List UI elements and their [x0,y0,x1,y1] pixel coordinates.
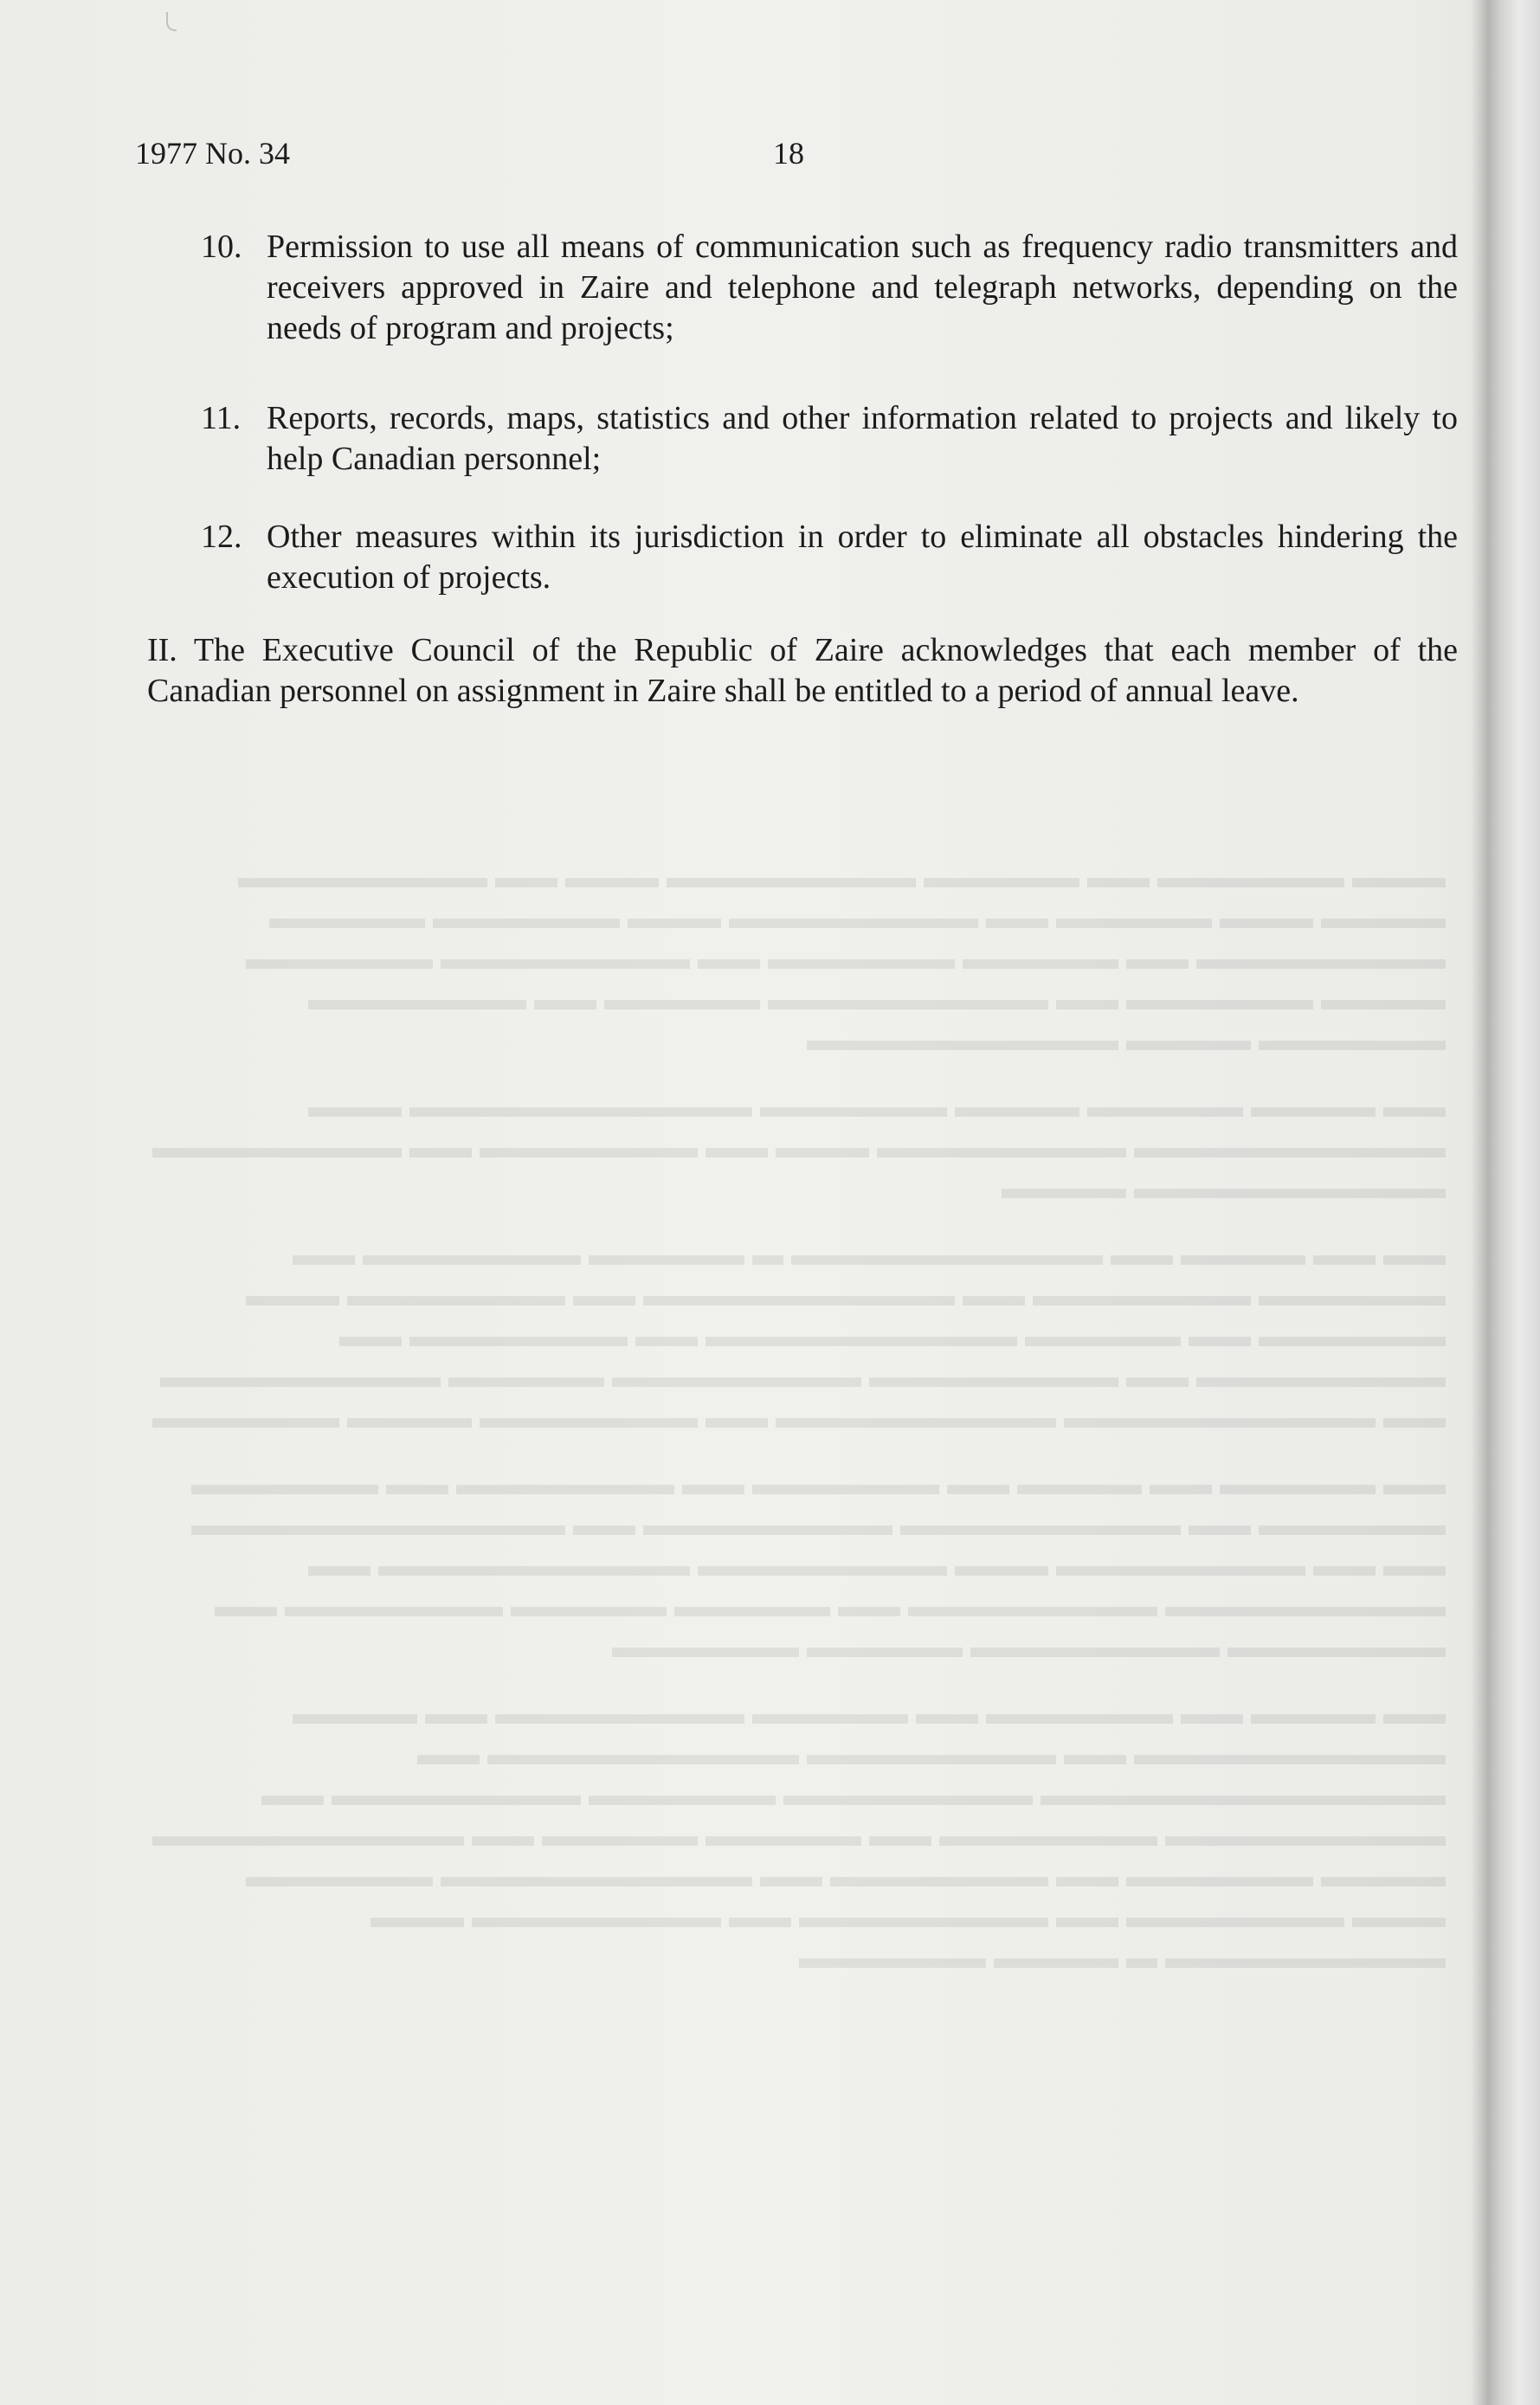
list-item [201,517,1458,598]
binding-shadow [1471,0,1540,2405]
header-citation: 1977 No. 34 [135,136,290,171]
list-item [201,227,1458,349]
item-number: 10. [201,229,242,265]
corner-mark [166,12,177,31]
page-number: 18 [773,136,804,171]
item-number: 11. [201,400,242,436]
item-text: Permission to use all means of communication such as frequency radio transmitters and receivers approved in Zaire and telephone and telegraph networks, depending on the needs of program and projects; [267,229,1458,346]
show-through-texture: ▬▬▬ ▬▬▬▬▬▬ ▬▬ ▬▬▬▬▬ ▬▬▬▬▬▬▬▬ ▬▬▬ ▬▬ ▬▬▬▬▬▬▬▬ ▬▬▬▬ ▬▬▬ ▬▬▬▬▬ ▬▬ ▬▬▬▬▬▬▬▬ ▬▬▬ ▬▬▬▬▬▬ ▬▬▬▬▬ ▬▬▬▬▬▬▬▬ ▬▬ ▬▬▬▬▬ ▬▬▬▬▬▬ ▬▬ ▬▬▬▬▬▬▬▬ ▬▬▬▬▬▬ ▬▬▬▬ ▬▬▬▬▬▬ ▬▬ ▬▬▬▬▬▬▬▬▬ ▬▬▬▬▬ ▬▬ ▬▬▬▬▬▬▬ ▬▬▬▬▬▬ ▬▬▬▬ ▬▬▬▬▬▬▬▬▬▬ ▬▬ ▬▬▬▬ ▬▬▬▬▬ ▬▬▬▬ ▬▬▬▬▬▬ ▬▬▬▬▬▬▬▬▬▬▬ ▬▬▬ ▬▬▬▬▬▬▬▬▬▬ ▬▬▬▬▬▬▬▬ ▬▬▬ ▬▬ ▬▬▬▬▬▬▬ ▬▬ ▬▬▬▬▬▬▬▬ ▬▬▬▬▬▬▬▬▬▬ ▬▬▬▬ ▬▬ ▬▬ ▬▬▬▬ ▬▬ ▬▬▬▬▬▬▬▬▬▬ ▬ ▬▬▬▬▬ ▬▬▬▬▬▬▬ ▬▬ ▬▬▬▬▬▬ ▬▬▬▬▬▬▬ ▬▬ ▬▬▬▬▬▬▬▬▬▬ ▬▬ ▬▬▬▬▬▬▬ ▬▬▬ ▬▬▬▬▬▬ ▬▬ ▬▬▬▬▬ ▬▬▬▬▬▬▬▬▬▬ ▬▬ ▬▬▬▬▬▬▬ ▬▬ ▬▬▬▬▬▬▬▬ ▬▬ ▬▬▬▬▬▬▬▬ ▬▬▬▬▬▬▬▬ ▬▬▬▬▬ ▬▬▬▬▬▬▬▬▬ ▬▬ ▬▬▬▬▬▬▬▬▬▬ ▬▬▬▬▬▬▬▬▬ ▬▬ ▬▬▬▬▬▬▬ ▬▬▬▬ ▬▬▬▬▬▬ ▬▬ ▬▬▬▬▬ ▬▬ ▬▬▬▬ ▬▬ ▬▬▬▬▬▬ ▬▬ ▬▬▬▬▬▬▬ ▬▬ ▬▬▬▬▬▬ ▬▬▬▬▬▬ ▬▬ ▬▬▬▬▬▬▬▬▬ ▬▬▬▬▬▬▬▬ ▬▬ ▬▬▬▬▬▬▬▬▬▬▬▬ ▬▬ ▬▬ ▬▬▬▬▬▬▬▬ ▬▬▬ ▬▬▬▬▬▬▬▬ ▬▬▬▬▬▬▬▬▬▬ ▬▬ ▬▬▬▬▬▬▬▬▬ ▬▬▬▬▬▬▬▬ ▬▬ ▬▬▬▬▬ ▬▬▬▬▬ ▬▬▬▬▬▬▬ ▬▬ ▬▬▬▬▬▬▬ ▬▬▬▬▬▬▬▬ ▬▬▬▬▬ ▬▬▬▬▬▬ ▬▬ ▬▬▬▬ ▬▬ ▬▬▬▬▬▬ ▬▬ ▬▬▬▬▬ ▬▬▬▬▬▬▬▬ ▬▬ ▬▬▬▬ ▬▬▬▬▬▬▬▬▬▬ ▬▬ ▬▬▬▬▬▬▬▬ ▬▬▬▬▬▬▬▬▬▬ ▬▬ ▬▬▬▬▬▬▬▬▬▬▬▬▬ ▬▬▬▬▬▬▬▬ ▬▬▬▬▬▬ ▬▬▬▬▬▬▬▬ ▬▬ ▬▬▬▬▬▬▬▬▬ ▬▬▬▬▬▬▬ ▬▬ ▬▬▬▬▬ ▬▬▬▬▬ ▬▬ ▬▬▬▬▬▬▬▬▬▬ ▬▬▬▬ ▬▬▬▬▬▬ ▬▬ ▬▬▬▬▬▬▬ ▬▬ ▬▬▬▬▬▬▬▬▬▬ ▬▬▬▬▬▬ ▬▬▬ ▬▬▬▬▬▬▬ ▬▬ ▬▬▬▬▬▬▬▬ ▬▬ ▬▬▬▬▬▬▬▬ ▬▬▬ ▬▬▬▬▬▬▬▬▬ ▬ ▬▬▬▬ ▬▬▬▬▬▬ [152,860,1446,1975]
list-item [201,398,1458,480]
section-ii-paragraph: II. The Executive Council of the Republic of Zaire acknowledges that each member of the Canadian personnel on assignment in Zaire shall be entitled to a period of annual leave. [147,632,1458,709]
item-text: Reports, records, maps, statistics and other information related to projects and likely to help Canadian personnel; [267,400,1458,477]
item-number: 12. [201,519,242,555]
item-text: Other measures within its jurisdiction in order to eliminate all obstacles hindering the execution of projects. [267,519,1458,596]
